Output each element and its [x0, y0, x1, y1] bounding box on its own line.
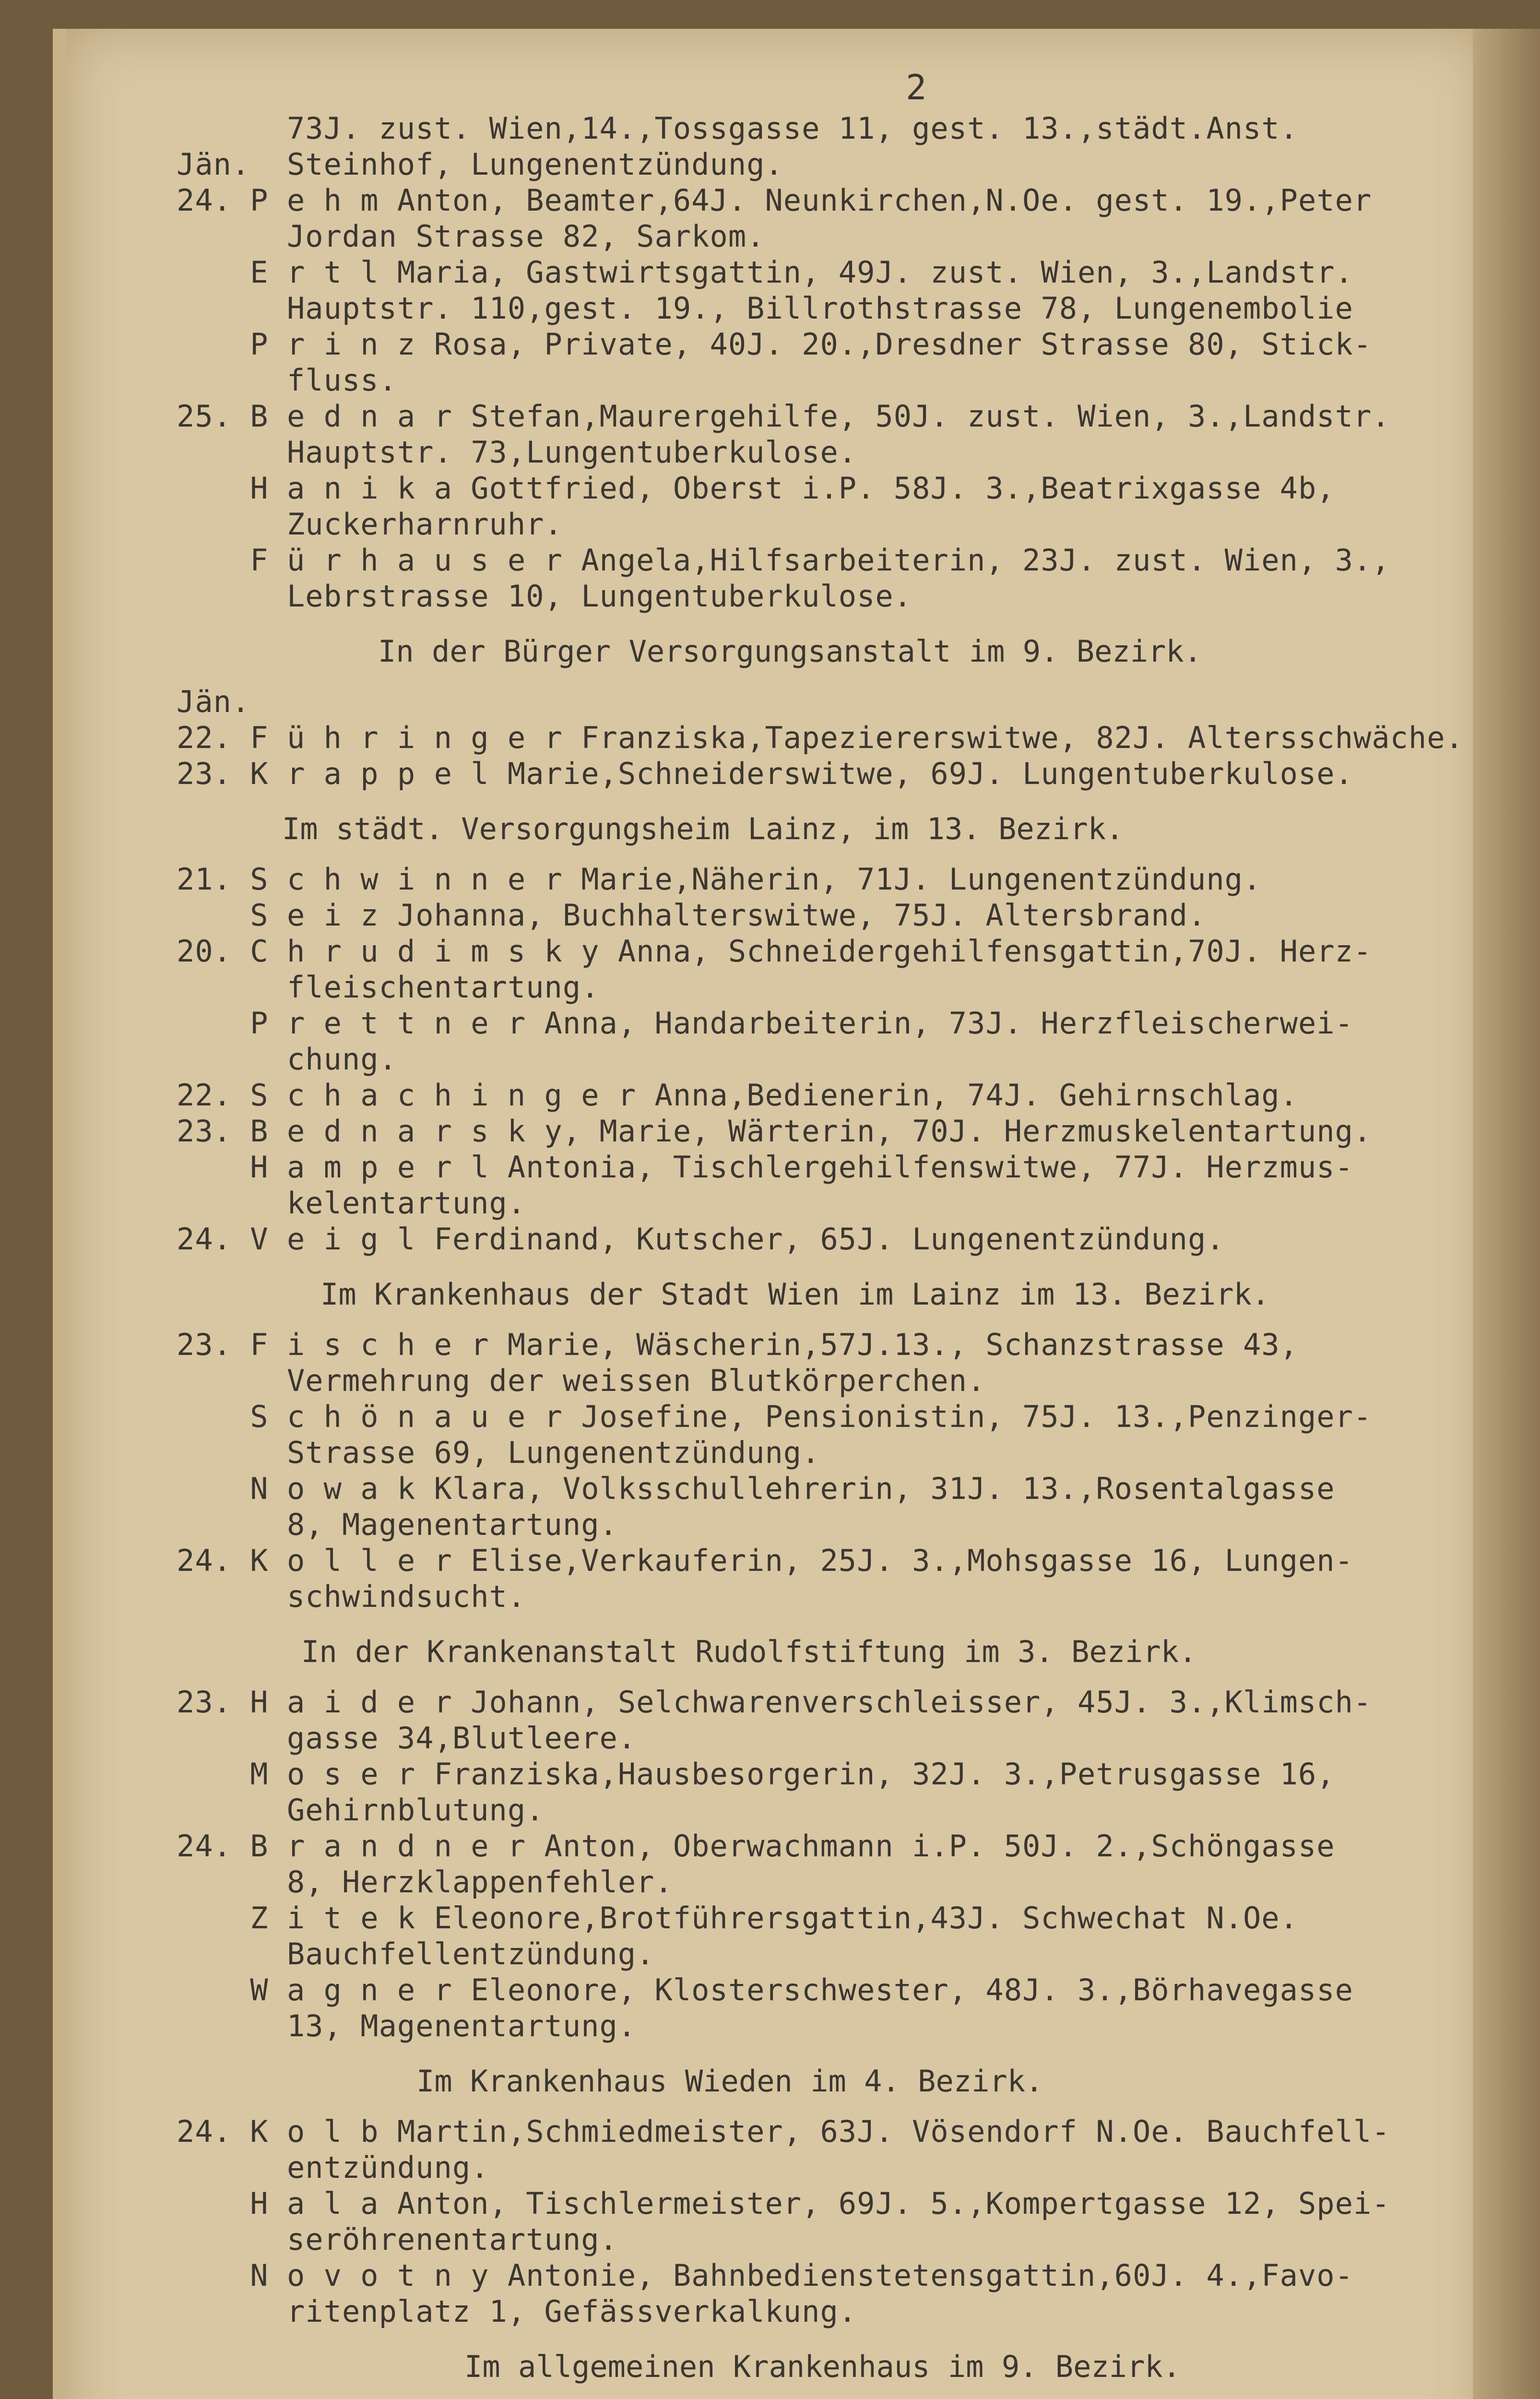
record-line: N o w a k Klara, Volksschullehrerin, 31J. 13.,Rosentalgasse	[177, 1471, 1335, 1506]
intro-block	[177, 110, 1520, 614]
record-line: chung.	[177, 1042, 397, 1077]
page-number: 2	[906, 67, 927, 107]
section-allgemeines-krankenhaus	[177, 2349, 1520, 2399]
record-line: Bauchfellentzündung.	[177, 1936, 655, 1971]
record-list	[177, 110, 1520, 2399]
record-line: M o s e r Franziska,Hausbesorgerin, 32J. 3.,Petrusgasse 16,	[177, 1757, 1335, 1792]
record-line: Hauptstr. 110,gest. 19., Billrothstrasse 78, Lungenembolie	[177, 291, 1353, 326]
record-line: 23. K r a p p e l Marie,Schneiderswitwe, 69J. Lungentuberkulose.	[177, 756, 1353, 791]
record-line: Jän. Steinhof, Lungenentzündung.	[177, 147, 783, 182]
section-heading: Im Krankenhaus Wieden im 4. Bezirk.	[416, 2064, 1043, 2099]
record-line: 8, Herzklappenfehler.	[177, 1865, 673, 1900]
record-line: 21. S c h w i n n e r Marie,Näherin, 71J. Lungenentzündung.	[177, 862, 1262, 897]
record-line: Vermehrung der weissen Blutkörperchen.	[177, 1363, 986, 1398]
record-line: 24. B r a n d n e r Anton, Oberwachmann i.P. 50J. 2.,Schöngasse	[177, 1829, 1335, 1864]
record-line: gasse 34,Blutleere.	[177, 1721, 637, 1756]
record-line: kelentartung.	[177, 1186, 526, 1221]
record-line: 24. P e h m Anton, Beamter,64J. Neunkirchen,N.Oe. gest. 19.,Peter	[177, 183, 1372, 218]
record-line: ritenplatz 1, Gefässverkalkung.	[177, 2294, 857, 2329]
record-line: P r e t t n e r Anna, Handarbeiterin, 73J. Herzfleischerwei-	[177, 1006, 1353, 1041]
record-line: N o v o t n y Antonie, Bahnbedienstetensgattin,60J. 4.,Favo-	[177, 2258, 1353, 2293]
section-buerger-versorgungsanstalt	[177, 633, 1520, 792]
record-line: Lebrstrasse 10, Lungentuberkulose.	[177, 579, 912, 614]
record-line: S c h ö n a u e r Josefine, Pensionistin, 75J. 13.,Penzinger-	[177, 1399, 1372, 1434]
record-line: E r t l Maria, Gastwirtsgattin, 49J. zust. Wien, 3.,Landstr.	[177, 255, 1353, 290]
record-line: schwindsucht.	[177, 1579, 526, 1614]
record-line: Gehirnblutung.	[177, 1793, 545, 1828]
record-line: F ü r h a u s e r Angela,Hilfsarbeiterin, 23J. zust. Wien, 3.,	[177, 543, 1390, 578]
record-line: 24. K o l b Martin,Schmiedmeister, 63J. Vösendorf N.Oe. Bauchfell-	[177, 2114, 1390, 2149]
record-line: seröhrenentartung.	[177, 2222, 618, 2257]
page-edge	[1473, 29, 1540, 2399]
section-versorgungsheim-lainz	[177, 811, 1520, 1257]
document-page	[53, 29, 1486, 2399]
record-line: fleischentartung.	[177, 970, 600, 1005]
section-heading: Im allgemeinen Krankenhaus im 9. Bezirk.	[464, 2349, 1181, 2384]
section-heading: Im städt. Versorgungsheim Lainz, im 13. Bezirk.	[282, 811, 1124, 846]
record-line: H a m p e r l Antonia, Tischlergehilfenswitwe, 77J. Herzmus-	[177, 1150, 1353, 1185]
section-heading: Im Krankenhaus der Stadt Wien im Lainz im 13. Bezirk.	[320, 1277, 1270, 1312]
record-line: 8, Magenentartung.	[177, 1507, 618, 1542]
record-line: S e i z Johanna, Buchhalterswitwe, 75J. Altersbrand.	[177, 898, 1207, 933]
record-line: 23. H a i d e r Johann, Selchwarenverschleisser, 45J. 3.,Klimsch-	[177, 1685, 1372, 1720]
section-krankenhaus-wieden	[177, 2063, 1520, 2329]
record-line: 23. F i s c h e r Marie, Wäscherin,57J.13., Schanzstrasse 43,	[177, 1327, 1298, 1362]
record-line: 23. B e d n a r s k y, Marie, Wärterin, 70J. Herzmuskelentartung.	[177, 1114, 1372, 1149]
record-line: Z i t e k Eleonore,Brotführersgattin,43J. Schwechat N.Oe.	[177, 1900, 1298, 1936]
section-krankenhaus-lainz	[177, 1276, 1520, 1615]
record-line: H a l a Anton, Tischlermeister, 69J. 5.,Kompertgasse 12, Spei-	[177, 2186, 1390, 2221]
record-line: fluss.	[177, 363, 397, 398]
record-line: Jordan Strasse 82, Sarkom.	[177, 219, 765, 254]
record-line: 24. K o l l e r Elise,Verkauferin, 25J. 3.,Mohsgasse 16, Lungen-	[177, 1543, 1353, 1578]
record-line: 24. V e i g l Ferdinand, Kutscher, 65J. Lungenentzündung.	[177, 1222, 1225, 1257]
record-line: 25. B e d n a r Stefan,Maurergehilfe, 50J. zust. Wien, 3.,Landstr.	[177, 399, 1390, 434]
record-line: H a n i k a Gottfried, Oberst i.P. 58J. 3.,Beatrixgasse 4b,	[177, 471, 1335, 506]
record-line: 22. F ü h r i n g e r Franziska,Tapeziererswitwe, 82J. Altersschwäche.	[177, 720, 1464, 755]
section-rudolfstiftung	[177, 1634, 1520, 2044]
record-line: Hauptstr. 73,Lungentuberkulose.	[177, 435, 857, 470]
record-line: Strasse 69, Lungenentzündung.	[177, 1435, 820, 1470]
record-line: 13, Magenentartung.	[177, 2008, 637, 2043]
record-line: P r i n z Rosa, Private, 40J. 20.,Dresdner Strasse 80, Stick-	[177, 327, 1372, 362]
record-line: 20. C h r u d i m s k y Anna, Schneidergehilfensgattin,70J. Herz-	[177, 934, 1372, 969]
record-line: 22. S c h a c h i n g e r Anna,Bedienerin, 74J. Gehirnschlag.	[177, 1078, 1298, 1113]
record-line: Zuckerharnruhr.	[177, 507, 563, 542]
section-heading: In der Bürger Versorgungsanstalt im 9. Bezirk.	[378, 634, 1202, 669]
record-line: entzündung.	[177, 2150, 489, 2185]
record-line: 73J. zust. Wien,14.,Tossgasse 11, gest. 13.,städt.Anst.	[177, 111, 1298, 146]
section-heading: In der Krankenanstalt Rudolfstiftung im 3. Bezirk.	[301, 1634, 1197, 1669]
record-line: W a g n e r Eleonore, Klosterschwester, 48J. 3.,Börhavegasse	[177, 1972, 1353, 2007]
record-line: Jän.	[177, 684, 250, 719]
